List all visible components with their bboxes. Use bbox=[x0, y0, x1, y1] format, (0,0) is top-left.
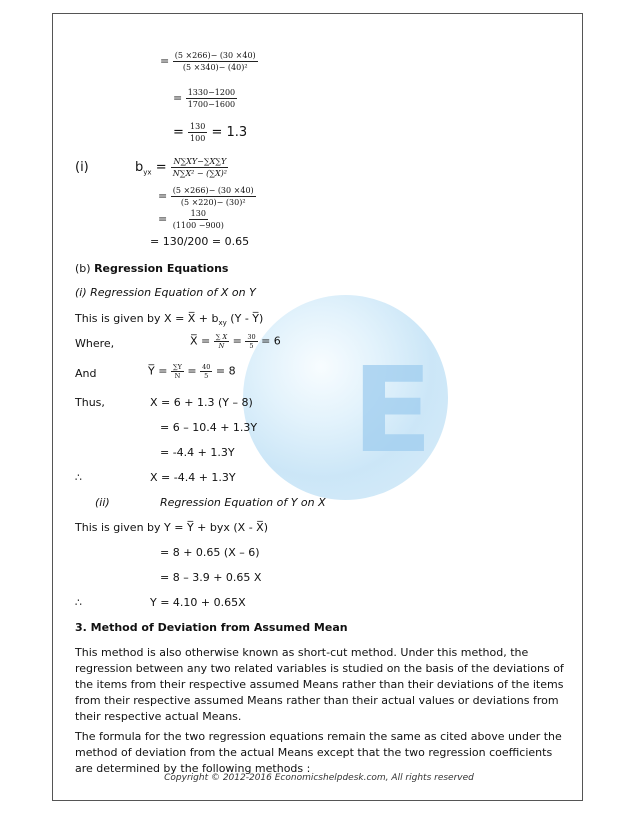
ybar-mid: = bbox=[187, 364, 197, 378]
xbar-mid: = bbox=[232, 334, 242, 348]
regression-x-given bbox=[75, 312, 263, 327]
byx-formula-denominator: N∑X² − (∑X)² bbox=[172, 169, 227, 178]
calc1-eq2: = $\frac{1330-1200}{1700-1600}$ bbox=[173, 88, 236, 109]
byx-step2: = $\frac{130}{(1100 -900)}$ bbox=[158, 209, 224, 230]
final-x-equation: X = -4.4 + 1.3Y bbox=[150, 471, 236, 484]
byx-step1-fraction bbox=[171, 185, 256, 208]
xbar-value-numerator: 30 bbox=[247, 333, 256, 341]
calc1-eq2-denominator: 1700−1600 bbox=[187, 100, 236, 109]
section-3-paragraph-1: This method is also otherwise known as short-cut method. Under this method, the regression between any two related variables is studied on the basis of the deviations of the items from their respective assumed Means rather than their deviations of the items from their respective assumed Means rather than their actual values or deviations from their respective actual Means. bbox=[75, 646, 564, 723]
section-b-sub-ii-title: Regression Equation of Y on X bbox=[160, 496, 326, 509]
ybar-value-fraction bbox=[200, 363, 212, 380]
section-b-sub-i: (i) Regression Equation of X on Y bbox=[75, 286, 256, 299]
and-label: And bbox=[75, 367, 97, 380]
regression-x-given-sub: xy bbox=[218, 319, 227, 328]
ybar-value-numerator: 40 bbox=[202, 363, 211, 371]
thus-step-1: X = 6 + 1.3 (Y – 8) bbox=[150, 396, 253, 409]
regression-x-given-tail: (Y - Y̅) bbox=[226, 312, 264, 325]
xbar-equation bbox=[190, 333, 281, 350]
byx-formula: $b_{yx}$ = $\frac{N\sum XY-\sum X\sum Y}{\text{N∑X² − (∑X)²}}$ bbox=[135, 157, 227, 178]
watermark-e-icon: E bbox=[352, 341, 433, 479]
xbar-value-fraction bbox=[245, 333, 257, 350]
ybar-formula-denominator: N bbox=[174, 372, 181, 380]
calc1-eq2-fraction bbox=[186, 87, 237, 110]
y-step-1: = 8 + 0.65 (X – 6) bbox=[160, 546, 260, 559]
where-label: Where, bbox=[75, 337, 115, 350]
byx-step1-numerator: (5 ×266)− (30 ×40) bbox=[172, 186, 254, 195]
calc1-eq3: = $\frac{130}{100}$ = 1.3 bbox=[173, 122, 248, 143]
calc1-eq1-fraction bbox=[173, 50, 258, 73]
xbar-formula-denominator: N bbox=[218, 342, 225, 350]
thus-label: Thus, bbox=[75, 396, 105, 409]
calc1-eq2-numerator: 1330−1200 bbox=[187, 88, 236, 97]
calc1-eq1-numerator: (5 ×266)− (30 ×40) bbox=[174, 51, 256, 60]
byx-step1: = $\frac{(5 \times 266)- (30 \times 40)}{\text{(5 ×220)− (30)²}}$ bbox=[158, 186, 254, 207]
xbar-value-denominator: 5 bbox=[249, 342, 254, 350]
ybar-formula-fraction bbox=[171, 363, 184, 380]
copyright-footer: Copyright © 2012-2016 Economicshelpdesk.com, All rights reserved bbox=[164, 773, 474, 783]
byx-label: b bbox=[135, 160, 144, 175]
calc1-eq3-result: = 1.3 bbox=[211, 125, 248, 140]
calc1-eq1-denominator: (5 ×340)− (40)² bbox=[182, 63, 248, 72]
xbar-result: = 6 bbox=[261, 334, 281, 348]
calc1-eq3-denominator: 100 bbox=[190, 134, 206, 143]
byx-label-sub: yx bbox=[143, 168, 152, 177]
section-b-heading bbox=[75, 262, 228, 275]
byx-step2-denominator: (1100 −900) bbox=[172, 221, 224, 230]
xbar-formula-fraction bbox=[214, 333, 229, 350]
calc1-eq1: = $\frac{(5 \times 266)- (30 \times 40)}{\text{(5 ×340)− (40)²}}$ bbox=[160, 51, 256, 72]
regression-y-given: This is given by Y = Y̅ + byx (X - X̅) bbox=[75, 521, 269, 534]
y-step-2: = 8 – 3.9 + 0.65 X bbox=[160, 571, 262, 584]
ybar-lhs: Y̅ = bbox=[148, 364, 168, 378]
section-3-title: 3. Method of Deviation from Assumed Mean bbox=[75, 621, 348, 634]
ybar-value-denominator: 5 bbox=[204, 372, 209, 380]
final-y-equation: Y = 4.10 + 0.65X bbox=[150, 596, 246, 609]
thus-step-3: = -4.4 + 1.3Y bbox=[160, 446, 235, 459]
byx-formula-fraction bbox=[171, 156, 229, 179]
thus-step-2: = 6 – 10.4 + 1.3Y bbox=[160, 421, 258, 434]
byx-result: = 130/200 = 0.65 bbox=[150, 235, 250, 248]
section-3-paragraph-2: The formula for the two regression equations remain the same as cited above under the method of deviation from the actual Means except that the two regression coefficients are determined by the following methods : bbox=[75, 730, 562, 775]
ybar-result: = 8 bbox=[215, 364, 236, 378]
byx-formula-numerator: N∑XY−∑X∑Y bbox=[173, 157, 227, 166]
ybar-formula-numerator: ∑Y bbox=[172, 363, 182, 371]
byx-step2-numerator: 130 bbox=[190, 209, 206, 218]
ybar-equation bbox=[148, 363, 236, 380]
xbar-lhs: X̅ = bbox=[190, 334, 211, 348]
byx-step1-denominator: (5 ×220)− (30)² bbox=[180, 198, 246, 207]
calc1-eq3-numerator: 130 bbox=[190, 122, 206, 131]
section-b-prefix: (b) bbox=[75, 262, 95, 275]
byx-step2-fraction bbox=[171, 208, 226, 231]
section-b-sub-ii-marker: (ii) bbox=[95, 496, 110, 509]
calc1-eq3-fraction bbox=[188, 121, 207, 144]
regression-x-given-text: This is given by X = X̅ + b bbox=[75, 312, 219, 325]
section-b-title: Regression Equations bbox=[94, 262, 229, 275]
xbar-formula-numerator: ∑ X bbox=[215, 333, 228, 341]
byx-marker: (i) bbox=[75, 160, 89, 175]
therefore-symbol-1: ∴ bbox=[75, 471, 82, 484]
therefore-symbol-2: ∴ bbox=[75, 596, 82, 609]
